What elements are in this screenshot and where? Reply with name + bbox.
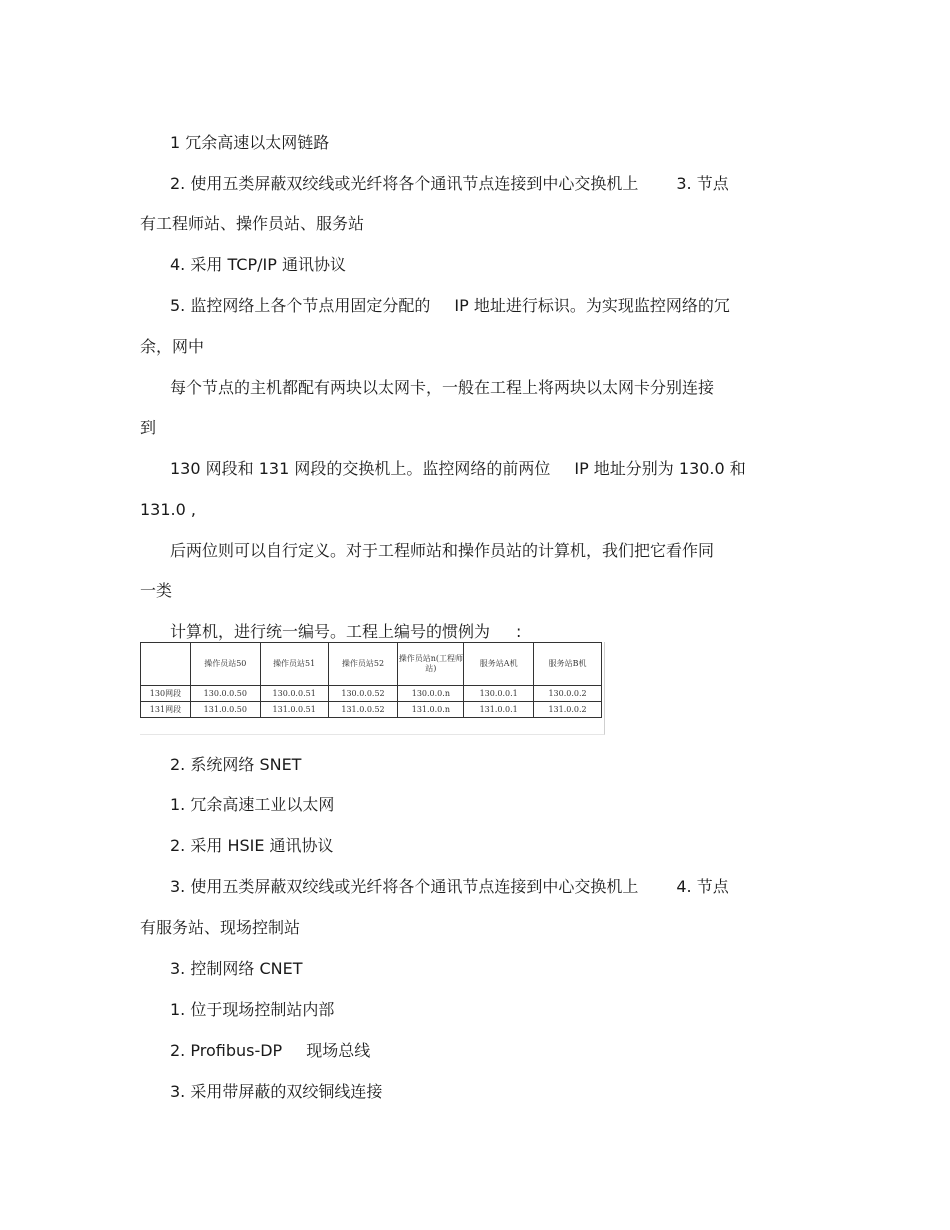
table-header-cell: 操作员站51 [260,643,328,686]
table-cell: 130.0.0.50 [190,686,260,702]
text: 1. 位于现场控制站内部 [170,1000,335,1019]
table-row [141,686,602,702]
text: 2. Profibus-DP [170,1041,283,1060]
paragraph-line [170,133,329,153]
paragraph-line [170,174,729,194]
table-cell: 131.0.0.52 [328,702,398,718]
paragraph-line [170,459,746,479]
text: 5. 监控网络上各个节点用固定分配的 [170,296,431,315]
paragraph-line [170,541,714,561]
text: 1. 冗余高速工业以太网 [170,795,335,814]
table-row-label: 130网段 [141,686,191,702]
table-cell: 131.0.0.2 [534,702,602,718]
paragraph-line [170,255,346,275]
table-header-cell: 操作员站n(工程师站) [398,643,464,686]
text: 4. 节点 [676,877,729,896]
paragraph-line [140,918,300,938]
section-heading [170,959,302,979]
text: 到 [140,418,157,437]
ip-table-image [140,642,605,735]
paragraph-line [140,214,364,234]
paragraph-line [170,795,334,815]
table-cell: 131.0.0.50 [190,702,260,718]
text: 2. 系统网络 SNET [170,755,302,774]
text: 2. 采用 HSIE 通讯协议 [170,836,334,855]
paragraph-line [170,622,521,642]
table-header-cell: 操作员站52 [328,643,398,686]
text: 3. 采用带屏蔽的双绞铜线连接 [170,1082,383,1101]
text: IP 地址进行标识。为实现监控网络的冗 [454,296,730,315]
paragraph-line [140,418,156,438]
paragraph-line [170,296,730,316]
table-row-label: 131网段 [141,702,191,718]
paragraph-line [170,877,729,897]
table-cell: 131.0.0.n [398,702,464,718]
text: 4. 采用 TCP/IP 通讯协议 [170,255,346,274]
paragraph-line [140,581,172,601]
text: 1 冗余高速以太网链路 [170,133,330,152]
paragraph-line [140,500,196,520]
text: 有工程师站、操作员站、服务站 [140,214,365,233]
paragraph-line [170,378,714,398]
text: 计算机，进行统一编号。工程上编号的惯例为 [170,622,491,641]
table-row [141,702,602,718]
table-header-cell [141,643,191,686]
table-cell: 130.0.0.n [398,686,464,702]
text: 3. 控制网络 CNET [170,959,303,978]
table-header-cell: 服务站A机 [464,643,534,686]
text: 一类 [140,581,173,600]
text: IP 地址分别为 130.0 和 [574,459,746,478]
table-cell: 130.0.0.1 [464,686,534,702]
table-cell: 130.0.0.2 [534,686,602,702]
text: 130 网段和 131 网段的交换机上。监控网络的前两位 [170,459,551,478]
table-cell: 131.0.0.51 [260,702,328,718]
text: 2. 使用五类屏蔽双绞线或光纤将各个通讯节点连接到中心交换机上 [170,174,639,193]
text: 3. 使用五类屏蔽双绞线或光纤将各个通讯节点连接到中心交换机上 [170,877,639,896]
text: 现场总线 [306,1041,371,1060]
section-heading [170,755,301,775]
table-header-cell: 服务站B机 [534,643,602,686]
paragraph-line [140,337,204,357]
table-cell: 130.0.0.51 [260,686,328,702]
paragraph-line [170,1000,334,1020]
paragraph-line [170,1082,382,1102]
table-cell: 130.0.0.52 [328,686,398,702]
paragraph-line [170,1041,370,1061]
table-cell: 131.0.0.1 [464,702,534,718]
text: 3. 节点 [676,174,729,193]
text: 余，网中 [140,337,205,356]
text: 后两位则可以自行定义。对于工程师站和操作员站的计算机，我们把它看作同 [170,541,715,560]
text: : [516,622,522,641]
ip-address-table [140,642,602,718]
text: 131.0 , [140,500,196,519]
table-header-row [141,643,602,686]
text: 每个节点的主机都配有两块以太网卡，一般在工程上将两块以太网卡分别连接 [170,378,715,397]
text: 有服务站、现场控制站 [140,918,301,937]
paragraph-line [170,836,334,856]
table-header-cell: 操作员站50 [190,643,260,686]
